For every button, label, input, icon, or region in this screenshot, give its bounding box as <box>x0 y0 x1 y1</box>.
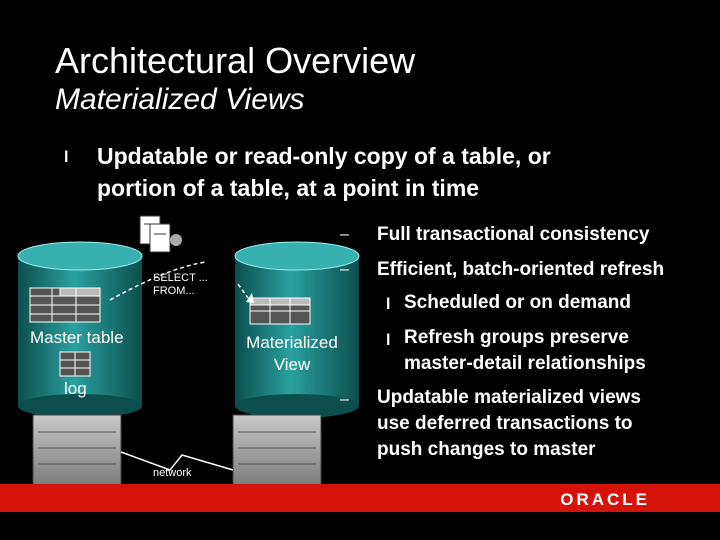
master-table-grid <box>30 288 100 322</box>
sub-bullet-refresh-groups <box>404 325 646 377</box>
log-grid <box>60 352 90 376</box>
updatable-line-1: Updatable materialized views <box>377 387 641 408</box>
refresh-groups-line-1: Refresh groups preserve <box>404 327 629 348</box>
mv-label-line-2: View <box>273 355 311 374</box>
bullet-marker-icon: l <box>64 149 69 166</box>
sub-bullet-updatable <box>377 385 641 463</box>
oracle-logo: ORACLE <box>560 490 650 509</box>
dash-marker-icon: – <box>340 226 349 243</box>
slide-subtitle: Materialized Views <box>55 83 305 116</box>
sub-bullet-refresh: Efficient, batch-oriented refresh <box>377 259 665 280</box>
log-label: log <box>64 379 87 398</box>
sub-bullet-consistency: Full transactional consistency <box>377 224 650 245</box>
dash-marker-icon: – <box>340 391 349 408</box>
master-table-label: Master table <box>30 328 124 347</box>
updatable-line-3: push changes to master <box>377 439 596 460</box>
bullet-marker-icon: l <box>386 296 391 313</box>
main-bullet-line-2: portion of a table, at a point in time <box>97 175 480 201</box>
master-server <box>33 415 121 487</box>
sub-bullet-scheduled: Scheduled or on demand <box>404 292 631 313</box>
refresh-groups-line-2: master-detail relationships <box>404 353 646 374</box>
select-line: SELECT ... <box>153 272 208 284</box>
slide-title: Architectural Overview <box>55 40 416 81</box>
query-sql-icon <box>140 216 182 252</box>
mv-server <box>233 415 321 487</box>
materialized-view-label <box>234 332 350 376</box>
bullet-marker-icon: l <box>386 332 391 349</box>
updatable-line-2: use deferred transactions to <box>377 413 633 434</box>
main-bullet-line-1: Updatable or read-only copy of a table, or <box>97 143 551 169</box>
mv-label-line-1: Materialized <box>246 333 338 352</box>
dash-marker-icon: – <box>340 261 349 278</box>
mv-table-grid <box>250 298 310 324</box>
from-line: FROM... <box>153 285 195 297</box>
select-query-label <box>153 272 208 298</box>
network-label: network <box>153 467 192 479</box>
